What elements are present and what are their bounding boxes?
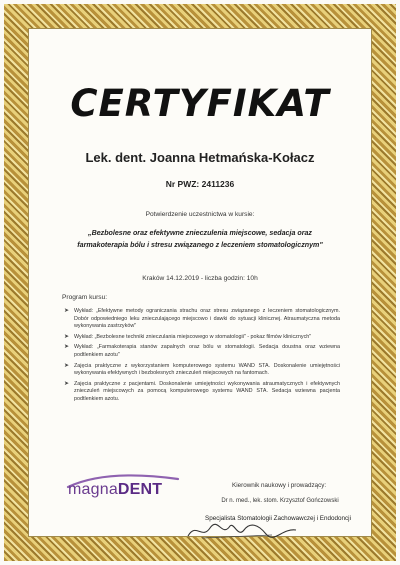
logo-prefix: magna bbox=[68, 481, 118, 498]
signer-name: Dr n. med., lek. stom. Krzysztof Gończowski bbox=[221, 498, 339, 504]
course-title: „Bezbolesne oraz efektywne znieczulenia miejscowe, sedacja oraz farmakoterapia bólu i stresu związanego z leczeniem stomatologicznym" bbox=[77, 229, 323, 249]
arrow-bullet-icon: ➤ bbox=[64, 333, 70, 340]
program-item-text: Zajęcia praktyczne z pacjentami. Doskonalenie umiejętności wykonywania atraumatycznych i efektywnych znieczuleń miejscowych za pomocą komputerowego systemu WAND STA. Sedacja wziewna pacjenta podtlenkiem azotu. bbox=[74, 380, 340, 402]
place-date: Kraków 14.12.2019 - liczba godzin: 10h bbox=[142, 275, 258, 282]
magnadent-logo bbox=[66, 479, 186, 503]
certificate-title: CERTYFIKAT bbox=[70, 82, 330, 125]
confirmation-text: Potwierdzenie uczestnictwa w kursie: bbox=[145, 211, 255, 218]
program-item-text: Wykład: „Bezbolesne techniki znieczulania miejscowego w stomatologii" - pokaz filmów klinicznych" bbox=[74, 333, 312, 340]
signer-department: Specjalista Stomatologii Zachowawczej i Endodoncji bbox=[205, 515, 351, 522]
program-item bbox=[64, 308, 340, 331]
logo-suffix: DENT bbox=[117, 481, 163, 498]
program-item-text: Wykład: „Efektywne metody ograniczania strachu oraz stresu związanego z leczeniem stomatologicznym. Dobór odpowiedniego leku znieczulającego miejscowo i dawki do sytuacji klinicznej. Atraumatyczna metoda wykonywania zastrzyków" bbox=[74, 308, 340, 330]
signature-icon bbox=[182, 520, 302, 542]
recipient-name: Lek. dent. Joanna Hetmańska-Kołacz bbox=[85, 150, 315, 165]
program-item bbox=[64, 344, 340, 359]
program-item-text: Wykład: „Farmakoterapia stanów zapalnych oraz bólu w stomatologii. Sedacja doustna oraz wziewna podtlenkiem azotu" bbox=[74, 344, 340, 358]
program-item-text: Zajęcia praktyczne z wykorzystaniem komputerowego systemu WAND STA. Doskonalenie umiejętności wykonywania efektywnych i bezbolesnych znieczuleń miejscowych na fantomach. bbox=[74, 362, 340, 377]
program-item bbox=[64, 363, 340, 378]
arrow-bullet-icon: ➤ bbox=[64, 308, 70, 314]
program-label: Program kursu: bbox=[62, 294, 108, 301]
arrow-bullet-icon: ➤ bbox=[64, 362, 70, 369]
program-item bbox=[64, 381, 340, 404]
signer-heading: Kierownik naukowy i prowadzący: bbox=[232, 482, 327, 489]
logo-text bbox=[68, 481, 162, 499]
pwz-number: Nr PWZ: 2411236 bbox=[165, 179, 235, 189]
arrow-bullet-icon: ➤ bbox=[64, 344, 70, 351]
program-list bbox=[64, 308, 340, 407]
arrow-bullet-icon: ➤ bbox=[64, 380, 70, 387]
program-item bbox=[64, 334, 340, 342]
